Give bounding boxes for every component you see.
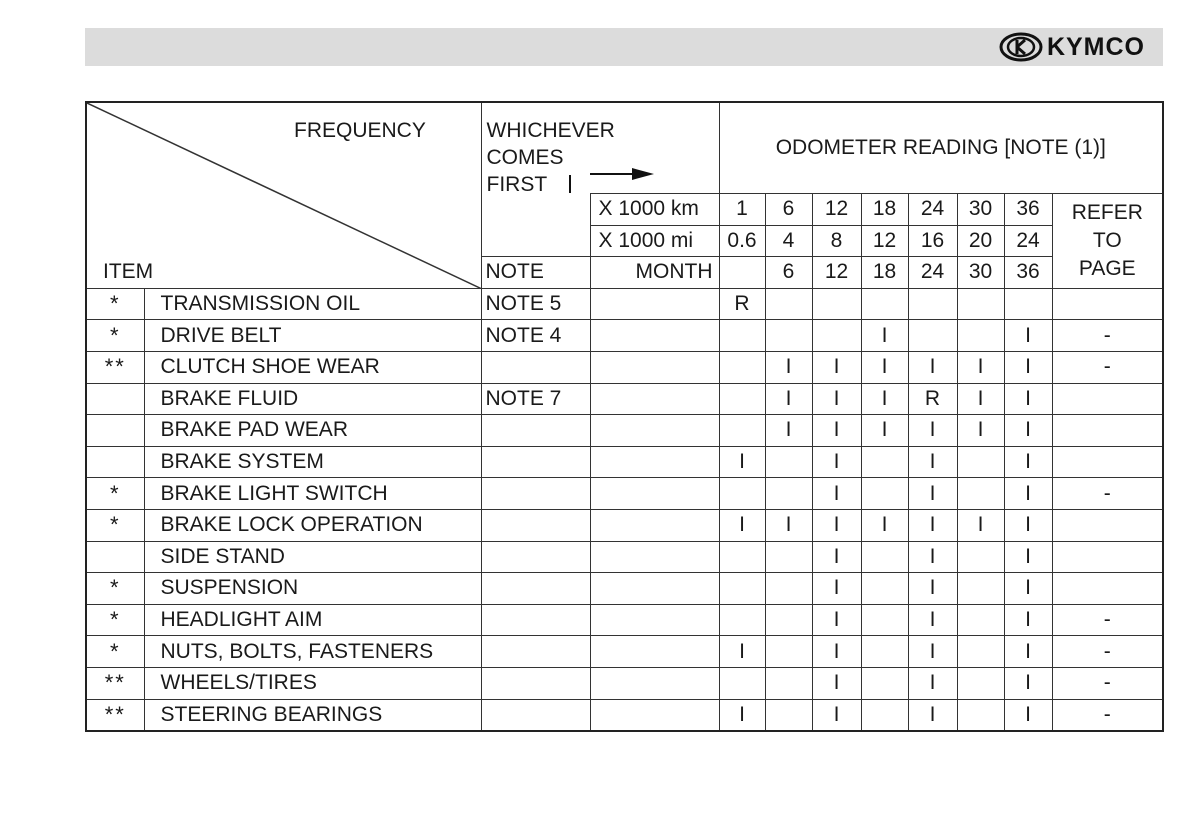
schedule-mark: I [908, 446, 957, 478]
schedule-mark: I [908, 478, 957, 510]
schedule-mark [861, 604, 908, 636]
item-note [481, 667, 590, 699]
schedule-mark [957, 541, 1004, 573]
asterisk-marker: ** [86, 667, 144, 699]
asterisk-marker [86, 541, 144, 573]
km-unit: X 1000 km [590, 194, 719, 226]
schedule-mark [765, 636, 812, 668]
schedule-mark: I [861, 383, 908, 415]
mi-value-2: 4 [765, 225, 812, 257]
refer-page [1052, 573, 1163, 605]
asterisk-marker [86, 415, 144, 447]
table-row [86, 667, 1163, 699]
schedule-mark: I [719, 636, 765, 668]
month-value-6: 30 [957, 257, 1004, 289]
month-value-4: 18 [861, 257, 908, 289]
blank-cell [590, 478, 719, 510]
whichever-header [481, 102, 719, 194]
schedule-mark: I [812, 636, 861, 668]
schedule-mark [957, 288, 1004, 320]
schedule-mark: I [1004, 415, 1052, 447]
item-note [481, 573, 590, 605]
maintenance-table [85, 101, 1164, 732]
refer-page [1052, 509, 1163, 541]
refer-header: REFER TO PAGE [1052, 194, 1163, 289]
asterisk-marker: ** [86, 351, 144, 383]
schedule-mark: I [1004, 573, 1052, 605]
refer-page [1052, 383, 1163, 415]
schedule-mark: I [908, 415, 957, 447]
odometer-header: ODOMETER READING [NOTE (1)] [719, 102, 1163, 194]
asterisk-marker: * [86, 320, 144, 352]
refer-page [1052, 446, 1163, 478]
refer-page: - [1052, 604, 1163, 636]
mi-unit: X 1000 mi [590, 225, 719, 257]
month-value-1 [719, 257, 765, 289]
schedule-mark: I [861, 351, 908, 383]
schedule-mark [861, 541, 908, 573]
schedule-mark: I [812, 604, 861, 636]
schedule-mark: I [765, 383, 812, 415]
item-name: SUSPENSION [144, 573, 481, 605]
schedule-mark: I [812, 446, 861, 478]
refer-page [1052, 288, 1163, 320]
schedule-mark: I [908, 541, 957, 573]
item-name: BRAKE LOCK OPERATION [144, 509, 481, 541]
item-note [481, 446, 590, 478]
schedule-mark [957, 636, 1004, 668]
mi-value-4: 12 [861, 225, 908, 257]
table-row [86, 541, 1163, 573]
schedule-mark [719, 320, 765, 352]
item-note [481, 478, 590, 510]
table-row [86, 446, 1163, 478]
schedule-mark: I [908, 351, 957, 383]
schedule-mark: I [861, 320, 908, 352]
arrows-icon [482, 103, 720, 194]
schedule-mark: I [957, 509, 1004, 541]
item-name: BRAKE PAD WEAR [144, 415, 481, 447]
item-note [481, 541, 590, 573]
item-note: NOTE 4 [481, 320, 590, 352]
schedule-mark: I [719, 509, 765, 541]
brand-logo [999, 32, 1145, 62]
schedule-mark: I [861, 509, 908, 541]
schedule-mark [765, 541, 812, 573]
item-name: SIDE STAND [144, 541, 481, 573]
schedule-mark [719, 478, 765, 510]
brand-name: KYMCO [1046, 32, 1145, 61]
schedule-mark: R [719, 288, 765, 320]
blank-cell [590, 699, 719, 731]
month-value-7: 36 [1004, 257, 1052, 289]
schedule-mark [957, 446, 1004, 478]
schedule-mark [719, 667, 765, 699]
asterisk-marker [86, 446, 144, 478]
schedule-mark [861, 573, 908, 605]
km-value-7: 36 [1004, 194, 1052, 226]
item-note: NOTE 5 [481, 288, 590, 320]
item-name: BRAKE LIGHT SWITCH [144, 478, 481, 510]
table-row [86, 699, 1163, 731]
refer-page: - [1052, 320, 1163, 352]
schedule-mark: I [908, 604, 957, 636]
refer-page: - [1052, 667, 1163, 699]
maintenance-schedule [85, 101, 1164, 732]
schedule-mark [957, 604, 1004, 636]
schedule-mark: I [908, 699, 957, 731]
mi-value-5: 16 [908, 225, 957, 257]
item-name: CLUTCH SHOE WEAR [144, 351, 481, 383]
schedule-mark [719, 351, 765, 383]
refer-page [1052, 541, 1163, 573]
schedule-mark: I [719, 446, 765, 478]
schedule-mark: I [957, 351, 1004, 383]
mi-value-3: 8 [812, 225, 861, 257]
kymco-logo-icon [999, 32, 1043, 62]
asterisk-marker [86, 383, 144, 415]
item-name: BRAKE FLUID [144, 383, 481, 415]
refer-page: - [1052, 478, 1163, 510]
schedule-mark [957, 320, 1004, 352]
km-value-6: 30 [957, 194, 1004, 226]
month-value-2: 6 [765, 257, 812, 289]
refer-page: - [1052, 351, 1163, 383]
asterisk-marker: * [86, 288, 144, 320]
blank-cell [590, 573, 719, 605]
blank-cell [481, 194, 590, 226]
item-note: NOTE 7 [481, 383, 590, 415]
km-value-5: 24 [908, 194, 957, 226]
schedule-mark: I [812, 541, 861, 573]
schedule-mark [861, 478, 908, 510]
mi-value-1: 0.6 [719, 225, 765, 257]
item-name: DRIVE BELT [144, 320, 481, 352]
table-row [86, 604, 1163, 636]
header-bar [85, 28, 1163, 66]
blank-cell [481, 225, 590, 257]
km-value-2: 6 [765, 194, 812, 226]
schedule-mark [957, 667, 1004, 699]
schedule-mark: I [908, 573, 957, 605]
header-corner [86, 102, 481, 288]
asterisk-marker: * [86, 478, 144, 510]
item-note [481, 636, 590, 668]
schedule-mark: I [1004, 604, 1052, 636]
schedule-mark [812, 320, 861, 352]
blank-cell [590, 351, 719, 383]
schedule-mark: I [765, 509, 812, 541]
month-value-5: 24 [908, 257, 957, 289]
blank-cell [590, 509, 719, 541]
blank-cell [590, 288, 719, 320]
schedule-mark [765, 446, 812, 478]
table-row [86, 383, 1163, 415]
mi-value-7: 24 [1004, 225, 1052, 257]
schedule-mark [719, 573, 765, 605]
schedule-mark: I [765, 415, 812, 447]
asterisk-marker: * [86, 573, 144, 605]
item-name: WHEELS/TIRES [144, 667, 481, 699]
schedule-mark: I [1004, 636, 1052, 668]
table-row [86, 320, 1163, 352]
schedule-mark: I [812, 699, 861, 731]
schedule-mark [812, 288, 861, 320]
item-name: NUTS, BOLTS, FASTENERS [144, 636, 481, 668]
table-row [86, 288, 1163, 320]
schedule-mark [765, 604, 812, 636]
item-note [481, 699, 590, 731]
blank-cell [590, 320, 719, 352]
item-name: TRANSMISSION OIL [144, 288, 481, 320]
asterisk-marker: * [86, 604, 144, 636]
schedule-mark: I [812, 415, 861, 447]
item-note [481, 509, 590, 541]
blank-cell [590, 383, 719, 415]
blank-cell [590, 415, 719, 447]
table-row [86, 509, 1163, 541]
table-row [86, 573, 1163, 605]
schedule-mark: I [719, 699, 765, 731]
refer-page: - [1052, 636, 1163, 668]
item-note [481, 604, 590, 636]
schedule-mark [957, 573, 1004, 605]
item-note [481, 415, 590, 447]
schedule-mark: I [812, 351, 861, 383]
schedule-mark: I [957, 383, 1004, 415]
month-value-3: 12 [812, 257, 861, 289]
schedule-mark [719, 383, 765, 415]
schedule-mark [765, 667, 812, 699]
month-unit: MONTH [590, 257, 719, 289]
schedule-mark: I [1004, 478, 1052, 510]
schedule-mark [861, 446, 908, 478]
schedule-mark [957, 478, 1004, 510]
frequency-label: FREQUENCY [294, 119, 426, 142]
table-row [86, 415, 1163, 447]
schedule-mark [861, 667, 908, 699]
schedule-mark: I [957, 415, 1004, 447]
item-name: BRAKE SYSTEM [144, 446, 481, 478]
schedule-mark [861, 636, 908, 668]
km-value-4: 18 [861, 194, 908, 226]
blank-cell [590, 636, 719, 668]
schedule-mark: R [908, 383, 957, 415]
schedule-mark [861, 288, 908, 320]
schedule-mark [719, 541, 765, 573]
blank-cell [590, 541, 719, 573]
blank-cell [590, 667, 719, 699]
schedule-mark [765, 288, 812, 320]
item-label: ITEM [103, 259, 154, 283]
schedule-mark [957, 699, 1004, 731]
table-row [86, 478, 1163, 510]
table-row [86, 351, 1163, 383]
asterisk-marker: * [86, 509, 144, 541]
schedule-mark: I [1004, 320, 1052, 352]
schedule-mark: I [908, 636, 957, 668]
schedule-mark: I [1004, 446, 1052, 478]
schedule-mark: I [812, 509, 861, 541]
asterisk-marker: ** [86, 699, 144, 731]
blank-cell [590, 446, 719, 478]
note-header: NOTE [481, 257, 590, 289]
schedule-mark [719, 415, 765, 447]
schedule-mark [765, 320, 812, 352]
schedule-mark [908, 320, 957, 352]
mi-value-6: 20 [957, 225, 1004, 257]
schedule-mark: I [812, 667, 861, 699]
schedule-mark: I [1004, 509, 1052, 541]
blank-cell [590, 604, 719, 636]
schedule-mark: I [908, 509, 957, 541]
km-value-3: 12 [812, 194, 861, 226]
schedule-mark: I [908, 667, 957, 699]
schedule-mark [1004, 288, 1052, 320]
schedule-mark: I [765, 351, 812, 383]
schedule-mark: I [1004, 383, 1052, 415]
schedule-mark: I [1004, 541, 1052, 573]
refer-page [1052, 415, 1163, 447]
km-value-1: 1 [719, 194, 765, 226]
item-name: STEERING BEARINGS [144, 699, 481, 731]
schedule-mark: I [812, 573, 861, 605]
whichever-text: WHICHEVER COMES FIRST [486, 119, 615, 194]
schedule-mark: I [861, 415, 908, 447]
schedule-mark [861, 699, 908, 731]
schedule-mark: I [1004, 667, 1052, 699]
schedule-mark: I [1004, 351, 1052, 383]
schedule-mark: I [812, 478, 861, 510]
schedule-mark: I [1004, 699, 1052, 731]
table-row [86, 636, 1163, 668]
schedule-mark [765, 573, 812, 605]
schedule-mark [719, 604, 765, 636]
schedule-mark [765, 478, 812, 510]
schedule-mark [765, 699, 812, 731]
item-note [481, 351, 590, 383]
refer-page: - [1052, 699, 1163, 731]
schedule-mark: I [812, 383, 861, 415]
asterisk-marker: * [86, 636, 144, 668]
schedule-mark [908, 288, 957, 320]
item-name: HEADLIGHT AIM [144, 604, 481, 636]
